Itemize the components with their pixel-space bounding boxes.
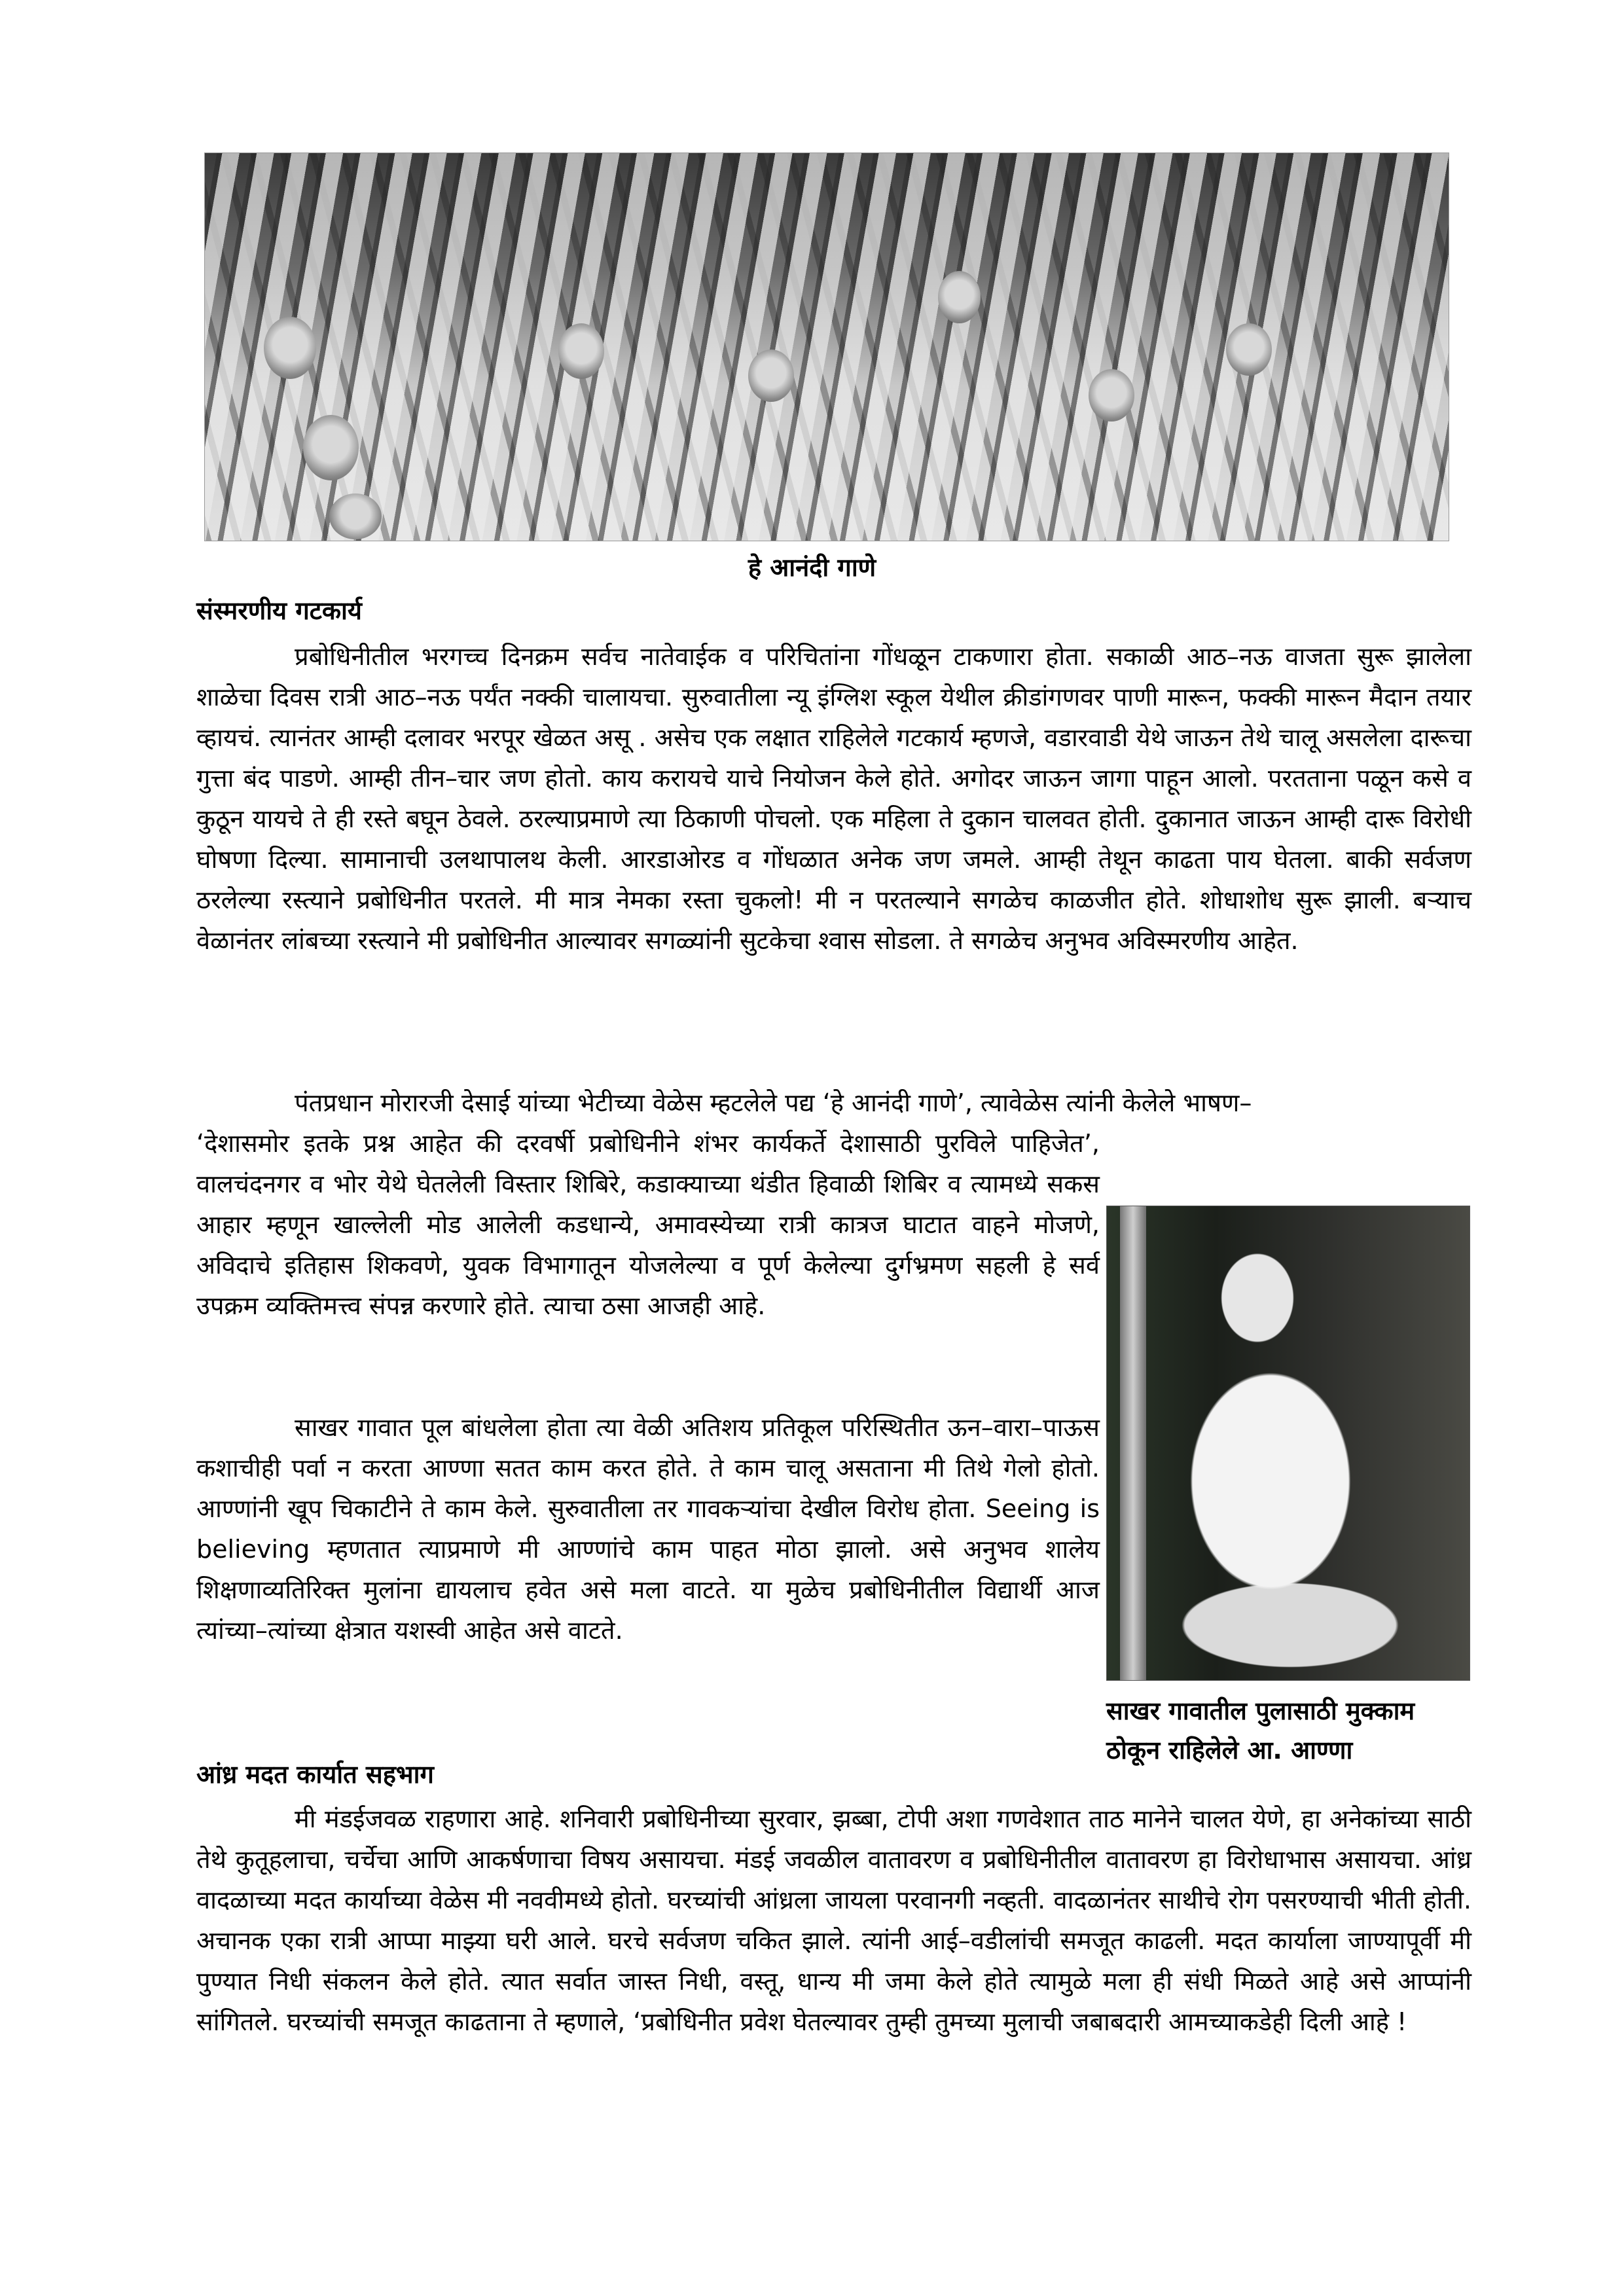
side-caption-line-2: ठोकून राहिलेले आ. आण्णा <box>1106 1736 1353 1765</box>
photo-face <box>264 317 316 379</box>
photo-face <box>1089 369 1134 422</box>
paragraph-text: साखर गावात पूल बांधलेला होता त्या वेळी अतिशय प्रतिकूल परिस्थितीत ऊन–वारा–पाऊस कशाचीही पर्वा न करता आण्णा सतत काम करत होते. ते काम चालू असताना मी तिथे गेलो होतो. आण्णांनी खूप चिकाटीने ते काम केले. सुरुवातीला तर गावकऱ्यांचा देखील विरोध होता. Seeing is believing म्हणतात त्याप्रमाणे मी आण्णांचे काम पाहत मोठा झालो. असे अनुभव शालेय शिक्षणाव्यतिरिक्त मुलांना द्यायलाच हवेत असे मला वाटते. या मुळेच प्रबोधिनीतील विद्यार्थी आज त्यांच्या–त्यांच्या क्षेत्रात यशस्वी आहेत असे वाटते. <box>196 1413 1100 1645</box>
paragraph-sakhar-bridge <box>196 1407 1100 1651</box>
paragraph-text: पंतप्रधान मोरारजी देसाई यांच्या भेटीच्या वेळेस म्हटलेले पद्य ‘हे आनंदी गाणे’, त्यावेळेस त्यांनी केलेले भाषण– <box>295 1088 1252 1117</box>
group-singing-photo <box>204 152 1449 541</box>
paragraph-pm-visit <box>196 1083 1471 1123</box>
paragraph-text: प्रबोधिनीतील भरगच्च दिनक्रम सर्वच नातेवाईक व परिचितांना गोंधळून टाकणारा होता. सकाळी आठ–नऊ वाजता सुरू झालेला शाळेचा दिवस रात्री आठ–नऊ पर्यंत नक्की चालायचा. सुरुवातीला न्यू इंग्लिश स्कूल येथील क्रीडांगणवर पाणी मारून, फक्की मारून मैदान तयार व्हायचं. त्यानंतर आम्ही दलावर भरपूर खेळत असू . असेच एक लक्षात राहिलेले गटकार्य म्हणजे, वडारवाडी येथे जाऊन तेथे चालू असलेला दारूचा गुत्ता बंद पाडणे. आम्ही तीन–चार जण होतो. काय करायचे याचे नियोजन केले होते. अगोदर जाऊन जागा पाहून आलो. परतताना पळून कसे व कुठून यायचे ते ही रस्ते बघून ठेवले. ठरल्याप्रमाणे त्या ठिकाणी पोचलो. एक महिला ते दुकान चालवत होती. दुकानात जाऊन आम्ही दारू विरोधी घोषणा दिल्या. सामानाची उलथापालथ केली. आरडाओरड व गोंधळात अनेक जण जमले. आम्ही तेथून काढता पाय घेतला. बाकी सर्वजण ठरलेल्या रस्त्याने प्रबोधिनीत परतले. मी मात्र नेमका रस्ता चुकलो! मी न परतल्याने सगळेच काळजीत होते. शोधाशोध सुरू झाली. बऱ्याच वेळानंतर लांबच्या रस्त्याने मी प्रबोधिनीत आल्यावर सगळ्यांनी सुटकेचा श्वास सोडला. ते सगळेच अनुभव अविस्मरणीय आहेत. <box>196 642 1471 955</box>
photo-pole <box>1120 1206 1146 1680</box>
top-photo-caption: हे आनंदी गाणे <box>748 553 876 582</box>
photo-face <box>303 415 359 480</box>
photo-face <box>1226 323 1272 376</box>
anna-portrait-photo <box>1106 1206 1470 1681</box>
paragraph-text: मी मंडईजवळ राहणारा आहे. शनिवारी प्रबोधिनीच्या सुरवार, झब्बा, टोपी अशा गणवेशात ताठ मानेने चालत येणे, हा अनेकांच्या साठी तेथे कुतूहलाचा, चर्चेचा आणि आकर्षणाचा विषय असायचा. मंडई जवळील वातावरण व प्रबोधिनीतील वातावरण हा विरोधाभास असायचा. आंध्र वादळाच्या मदत कार्याच्या वेळेस मी नववीमध्ये होतो. घरच्यांची आंध्रला जायला परवानगी नव्हती. वादळानंतर साथीचे रोग पसरण्याची भीती होती. अचानक एका रात्री आप्पा माझ्या घरी आले. घरचे सर्वजण चकित झाले. त्यांनी आई–वडीलांची समजूत काढली. मदत कार्याला जाण्यापूर्वी मी पुण्यात निधी संकलन केले होते. त्यात सर्वात जास्त निधी, वस्तू, धान्य मी जमा केले होते त्यामुळे मला ही संधी मिळते आहे असे आप्पांनी सांगितले. घरच्यांची समजूत काढताना ते म्हणाले, ‘प्रबोधिनीत प्रवेश घेतल्यावर तुम्ही तुमच्या मुलाची जबाबदारी आमच्याकडेही दिली आहे ! <box>196 1804 1471 2036</box>
side-caption-line-1: साखर गावातील पुलासाठी मुक्काम <box>1106 1696 1415 1725</box>
photo-face <box>748 350 794 402</box>
paragraph-andhra-relief <box>196 1799 1471 2042</box>
section-heading-andhra-relief: आंध्र मदत कार्यात सहभाग <box>196 1760 434 1789</box>
section-heading-group-work: संस्मरणीय गटकार्य <box>196 596 362 625</box>
photo-face <box>938 271 981 323</box>
side-photo-caption <box>1106 1691 1473 1770</box>
photo-face <box>558 323 604 379</box>
paragraph-pm-visit-continued: ‘देशासमोर इतके प्रश्न आहेत की दरवर्षी प्रबोधिनीने शंभर कार्यकर्ते देशासाठी पुरविले पाहिजेत’, वालचंदनगर व भोर येथे घेतलेली विस्तार शिबिरे, कडाक्याच्या थंडीत हिवाळी शिबिर व त्यामध्ये सकस आहार म्हणून खाल्लेली मोड आलेली कडधान्ये, अमावस्येच्या रात्री कात्रज घाटात वाहने मोजणे, अविदाचे इतिहास शिकवणे, युवक विभागातून योजलेल्या व पूर्ण केलेल्या दुर्गभ्रमण सहली हे सर्व उपक्रम व्यक्तिमत्त्व संपन्न करणारे होते. त्याचा ठसा आजही आहे. <box>196 1129 1100 1320</box>
paragraph-group-work <box>196 636 1471 961</box>
photo-face <box>329 493 382 539</box>
